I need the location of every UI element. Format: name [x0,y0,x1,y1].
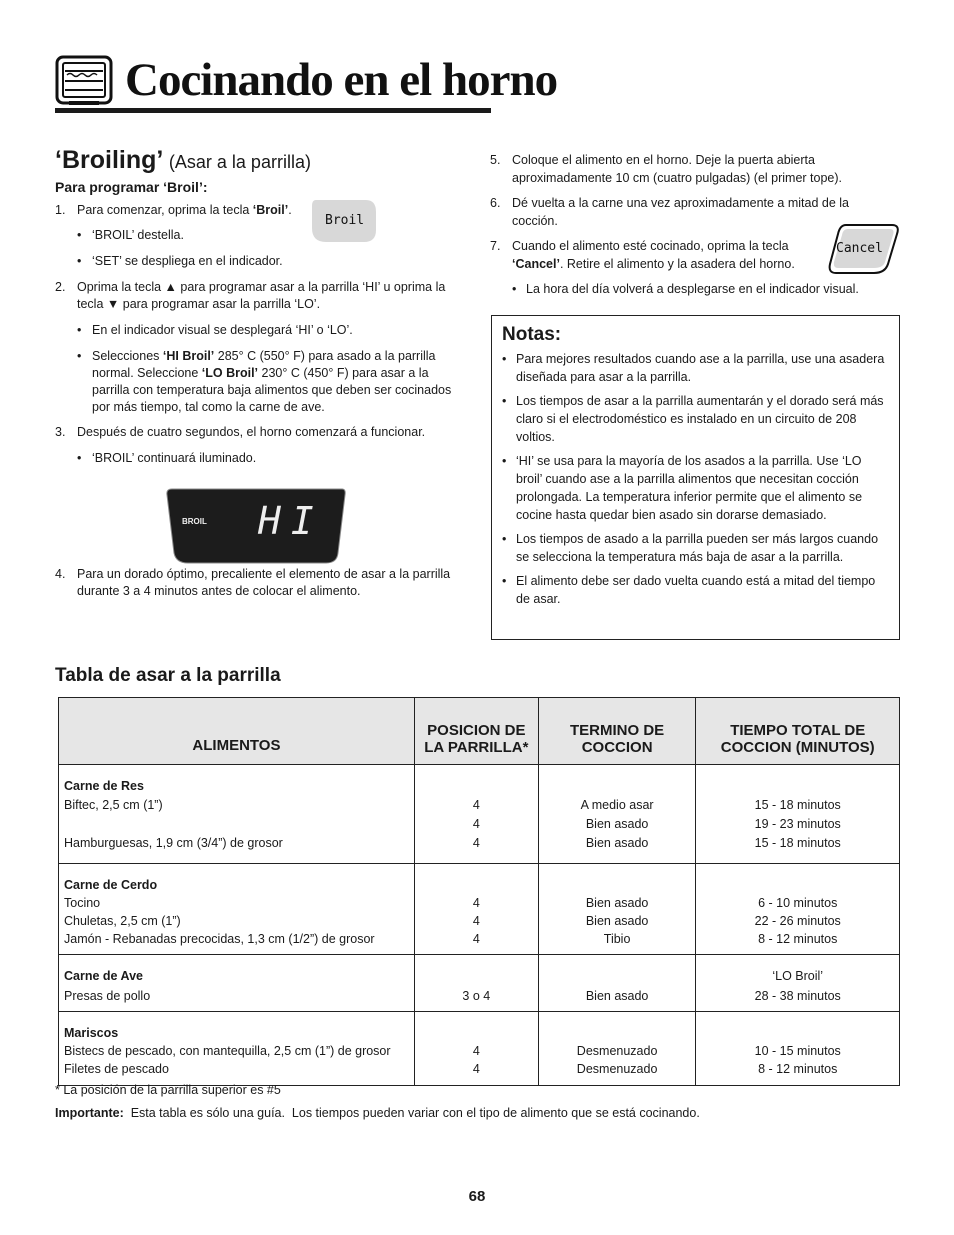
bullet-text: 230° C (450° F) para asar a la parrilla con temperatura baja alimentos que deben ser cocinados por más tiempo, tal como la carne de ave. [92,366,452,414]
food-category: Carne de Ave [64,969,143,983]
time-cell [696,1012,900,1086]
step-text: Después de cuatro segundos, el horno comenzará a funcionar. [77,425,426,439]
doneness-cell [538,864,696,955]
important-text: Esta tabla es sólo una guía. Los tiempos pueden variar con el tipo de alimento que se está cocinando. [123,1106,700,1120]
doneness-cell [538,1012,696,1086]
time-value: 15 - 18 minutos [754,798,841,812]
bullet-text: 285° C (550° F) para asado a la parrilla normal. Seleccione [92,349,436,380]
step-text: para programar asar a la parrilla ‘HI’ u oprima la tecla [77,280,446,311]
food-category: Carne de Res [64,779,144,793]
cancel-key-label: Cancel [836,241,883,256]
position-value: 4 [472,896,480,910]
doneness-cell [538,765,696,864]
position-value: 4 [472,836,480,850]
time-cell [696,955,900,1012]
title-rule [55,108,491,113]
important-label: Importante: [55,1106,124,1120]
time-value: 10 - 15 minutos [754,1044,841,1058]
step-text: Coloque el alimento en el horno. Deje la puerta abierta aproximadamente 10 cm (cuatro pulgadas) (el primer tope). [512,153,843,185]
step-1-bullet-1: • ‘BROIL’ destella. [55,227,465,244]
page-number: 68 [468,1188,486,1205]
time-note: ‘LO Broil’ [772,969,824,983]
position-cell [414,765,538,864]
time-value: 15 - 18 minutos [754,836,841,850]
time-value: 8 - 12 minutos [758,1062,838,1076]
doneness-cell [538,955,696,1012]
step-number: 4. [55,567,66,581]
step-text: . [288,203,292,217]
heading-sub: (Asar a la parrilla) [168,152,311,172]
down-arrow-icon: ▼ [106,297,120,311]
step-text: Oprima la tecla [77,280,165,294]
food-item: Filetes de pescado [64,1062,169,1076]
food-cell [59,864,415,955]
position-value: 4 [472,1044,480,1058]
doneness-value: Bien asado [585,989,649,1003]
broil-key-label: Broil [325,213,365,228]
header-doneness: TERMINO DE COCCION [538,698,696,765]
food-item: Presas de pollo [64,989,151,1003]
step-number: 1. [55,203,66,217]
step-2-bullet-2 [55,348,465,416]
section-heading [55,145,465,177]
step-text: Para comenzar, oprima la tecla [77,203,253,217]
step-1 [55,202,465,219]
position-value: 4 [472,1062,480,1076]
step-number: 6. [490,196,501,210]
food-item: Biftec, 2,5 cm (1”) [64,798,163,812]
position-value: 4 [472,798,480,812]
food-item: Jamón - Rebanadas precocidas, 1,3 cm (1/2”) de grosor [64,932,375,946]
step-number: 2. [55,280,66,294]
food-item: Chuletas, 2,5 cm (1”) [64,914,181,928]
header-total-time: TIEMPO TOTAL DE COCCION (MINUTOS) [696,698,900,765]
time-value: 6 - 10 minutos [758,896,838,910]
table-header-row [59,698,900,765]
time-value: 8 - 12 minutos [758,932,838,946]
step-text: para programar asar la parrilla ‘LO’. [119,297,321,311]
doneness-value: Bien asado [585,836,649,850]
broil-table [58,697,900,1086]
step-number: 7. [490,239,501,253]
oven-icon [55,55,113,107]
doneness-value: Desmenuzado [576,1062,658,1076]
doneness-value: Desmenuzado [576,1044,658,1058]
food-item: Bistecs de pescado, con mantequilla, 2,5 cm (1”) de grosor [64,1044,391,1058]
page-title: Cocinando en el horno [125,54,558,106]
table-row [59,955,900,1012]
time-value: 22 - 26 minutos [754,914,841,928]
food-item [64,815,409,834]
step-7-bullet: • La hora del día volverá a desplegarse en el indicador visual. [490,281,895,299]
food-cell [59,765,415,864]
key-ref: ‘Cancel’ [512,256,560,271]
step-text: Cuando el alimento esté cocinado, oprima la tecla [512,239,789,253]
note-item: • El alimento debe ser dado vuelta cuando está a mitad del tiempo de asar. [502,572,889,608]
time-cell [696,765,900,864]
table-row [59,864,900,955]
table-row [59,765,900,864]
broil-key[interactable] [310,198,378,244]
position-value: 3 o 4 [462,989,491,1003]
food-cell [59,1012,415,1086]
cancel-key[interactable] [826,222,900,276]
subheading: Para programar ‘Broil’: [55,179,208,195]
position-cell [414,955,538,1012]
step-text: . Retire el alimento y la asadera del horno. [559,256,795,271]
note-item: • Los tiempos de asar a la parrilla aumentarán y el dorado será más claro si el electrodoméstico es instalado en un circuito de 208 voltios. [502,392,889,446]
note-item: • ‘HI’ se usa para la mayoría de los asados a la parrilla. Use ‘LO broil’ cuando ase a la parrilla alimentos que necesitan cocción prolongada. La temperatura inferior permite que el alimento se cocine hasta quedar bien asado sin dorarse demasiado. [502,452,889,524]
notes-box [491,315,900,640]
doneness-value: Bien asado [585,914,649,928]
position-cell [414,1012,538,1086]
time-cell [696,864,900,955]
position-cell [414,864,538,955]
step-4 [55,566,465,600]
hi-broil-ref: ‘HI Broil’ [162,349,215,363]
position-value: 4 [472,914,480,928]
doneness-value: Tibio [603,932,631,946]
oven-display [166,487,346,565]
doneness-value: A medio asar [580,798,654,812]
up-arrow-icon: ▲ [164,280,177,294]
doneness-value: Bien asado [585,817,649,831]
doneness-value: Bien asado [585,896,649,910]
note-item: • Los tiempos de asado a la parrilla pueden ser más largos cuando se selecciona la temperatura más baja de asar a la parrilla. [502,530,889,566]
bullet-text: Selecciones [92,349,163,363]
position-value: 4 [472,817,480,831]
step-3 [55,424,465,441]
lo-broil-ref: ‘LO Broil’ [201,366,259,380]
step-number: 3. [55,425,66,439]
step-2 [55,279,465,313]
time-value: 28 - 38 minutos [754,989,841,1003]
step-text: Dé vuelta a la carne una vez aproximadamente a mitad de la cocción. [512,196,849,228]
step-3-bullet: • ‘BROIL’ continuará iluminado. [55,450,465,467]
step-1-bullet-2: • ‘SET’ se despliega en el indicador. [55,253,465,270]
table-row [59,1012,900,1086]
food-category: Carne de Cerdo [64,878,158,892]
display-value: HI [258,499,324,543]
header-foods: ALIMENTOS [59,698,415,765]
important-note [55,1106,700,1120]
food-item: Hamburguesas, 1,9 cm (3/4”) de grosor [64,836,283,850]
time-value: 19 - 23 minutos [754,817,841,831]
notes-title: Notas: [502,324,562,345]
step-number: 5. [490,153,501,167]
step-5 [490,152,895,187]
note-item: • Para mejores resultados cuando ase a la parrilla, use una asadera diseñada para asar a la parrilla. [502,350,889,386]
table-title: Tabla de asar a la parrilla [55,665,281,686]
display-mode-label: BROIL [182,517,207,526]
heading-main: ‘Broiling’ [55,146,162,174]
header-rack-position: POSICION DE LA PARRILLA* [414,698,538,765]
food-category: Mariscos [64,1026,119,1040]
footnote: * La posición de la parrilla superior es #5 [55,1083,281,1097]
step-text: Para un dorado óptimo, precaliente el elemento de asar a la parrilla durante 3 a 4 minutos antes de colocar el alimento. [77,567,451,598]
key-ref: ‘Broil’ [252,203,289,217]
food-item: Tocino [64,896,101,910]
position-value: 4 [472,932,480,946]
step-2-bullet-1: • En el indicador visual se desplegará ‘HI’ o ‘LO’. [55,322,465,339]
food-cell [59,955,415,1012]
